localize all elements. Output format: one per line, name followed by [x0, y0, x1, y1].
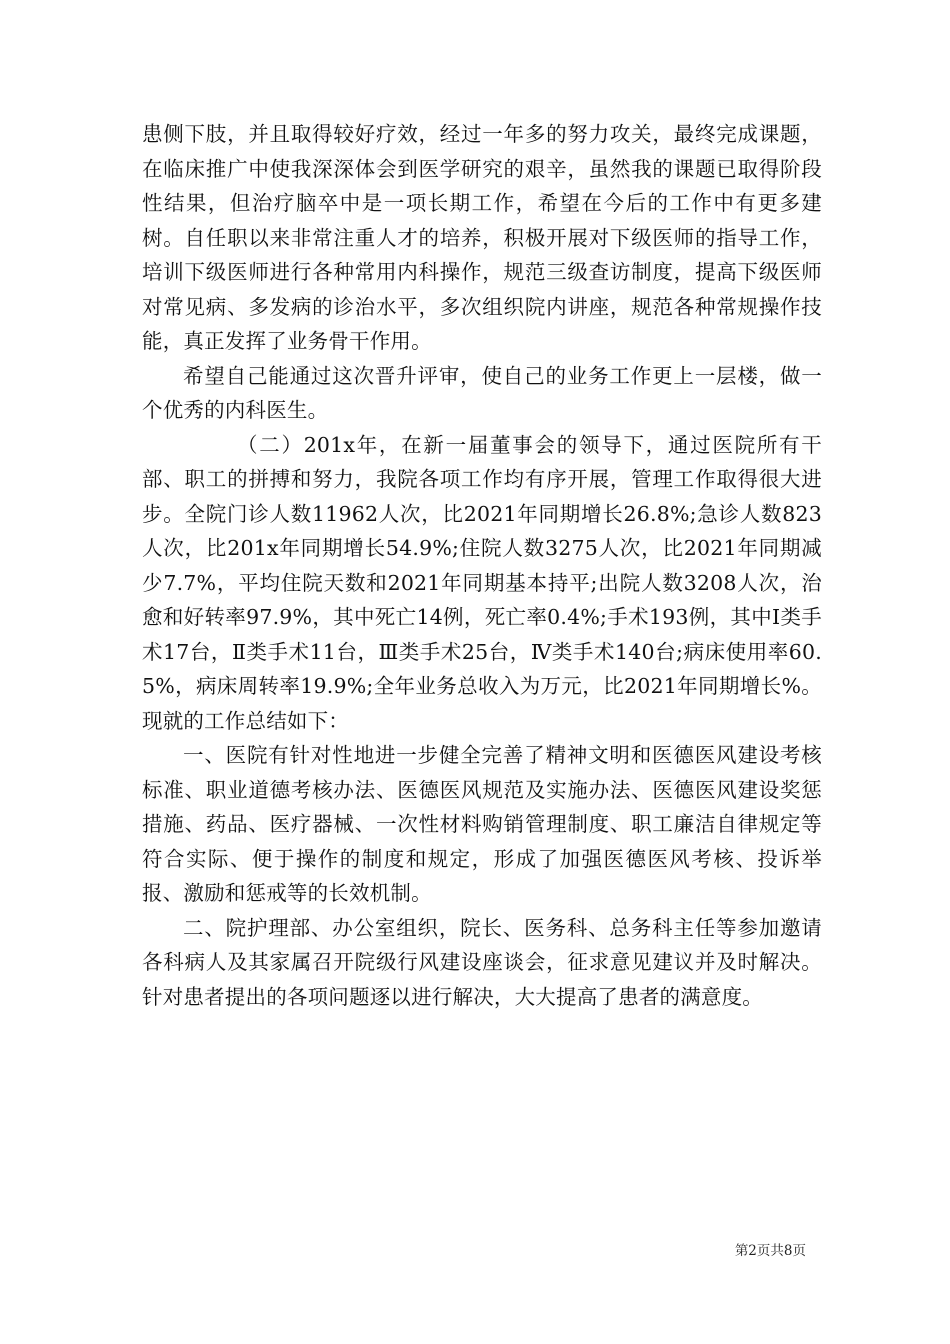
paragraph-item-two: 二、院护理部、办公室组织，院长、医务科、总务科主任等参加邀请各科病人及其家属召开院级行风建设座谈会，征求意见建议并及时解决。针对患者提出的各项问题逐以进行解决，大大提高了患者的满意度。	[142, 915, 822, 1009]
page-number-footer: 第2页共8页	[734, 1243, 806, 1259]
document-body	[142, 117, 822, 1014]
paragraph-promotion-hope: 希望自己能通过这次晋升评审，使自己的业务工作更上一层楼，做一个优秀的内科医生。	[142, 363, 822, 422]
paragraph-section-two: （二）201x年，在新一届董事会的领导下，通过医院所有干部、职工的拼搏和努力，我院各项工作均有序开展，管理工作取得很大进步。全院门诊人数11962人次，比2021年同期增长26.8%;急诊人数823人次，比201x年同期增长54.9%;住院人数3275人次，比2021年同期减少7.7%，平均住院天数和2021年同期基本持平;出院人数3208人次，治愈和好转率97.9%，其中死亡14例，死亡率0.4%;手术193例，其中Ⅰ类手术17台，Ⅱ类手术11台，Ⅲ类手术25台，Ⅳ类手术140台;病床使用率60.5%，病床周转率19.9%;全年业务总收入为万元，比2021年同期增长%。现就的工作总结如下：	[142, 432, 822, 733]
paragraph-item-one: 一、医院有针对性地进一步健全完善了精神文明和医德医风建设考核标准、职业道德考核办法、医德医风规范及实施办法、医德医风建设奖惩措施、药品、医疗器械、一次性材料购销管理制度、职工廉洁自律规定等符合实际、便于操作的制度和规定，形成了加强医德医风考核、投诉举报、激励和惩戒等的长效机制。	[142, 743, 822, 905]
paragraph-continued: 患侧下肢，并且取得较好疗效，经过一年多的努力攻关，最终完成课题，在临床推广中使我深深体会到医学研究的艰辛，虽然我的课题已取得阶段性结果，但治疗脑卒中是一项长期工作，希望在今后的工作中有更多建树。自任职以来非常注重人才的培养，积极开展对下级医师的指导工作，培训下级医师进行各种常用内科操作，规范三级查访制度，提高下级医师对常见病、多发病的诊治水平，多次组织院内讲座，规范各种常规操作技能，真正发挥了业务骨干作用。	[142, 122, 822, 353]
